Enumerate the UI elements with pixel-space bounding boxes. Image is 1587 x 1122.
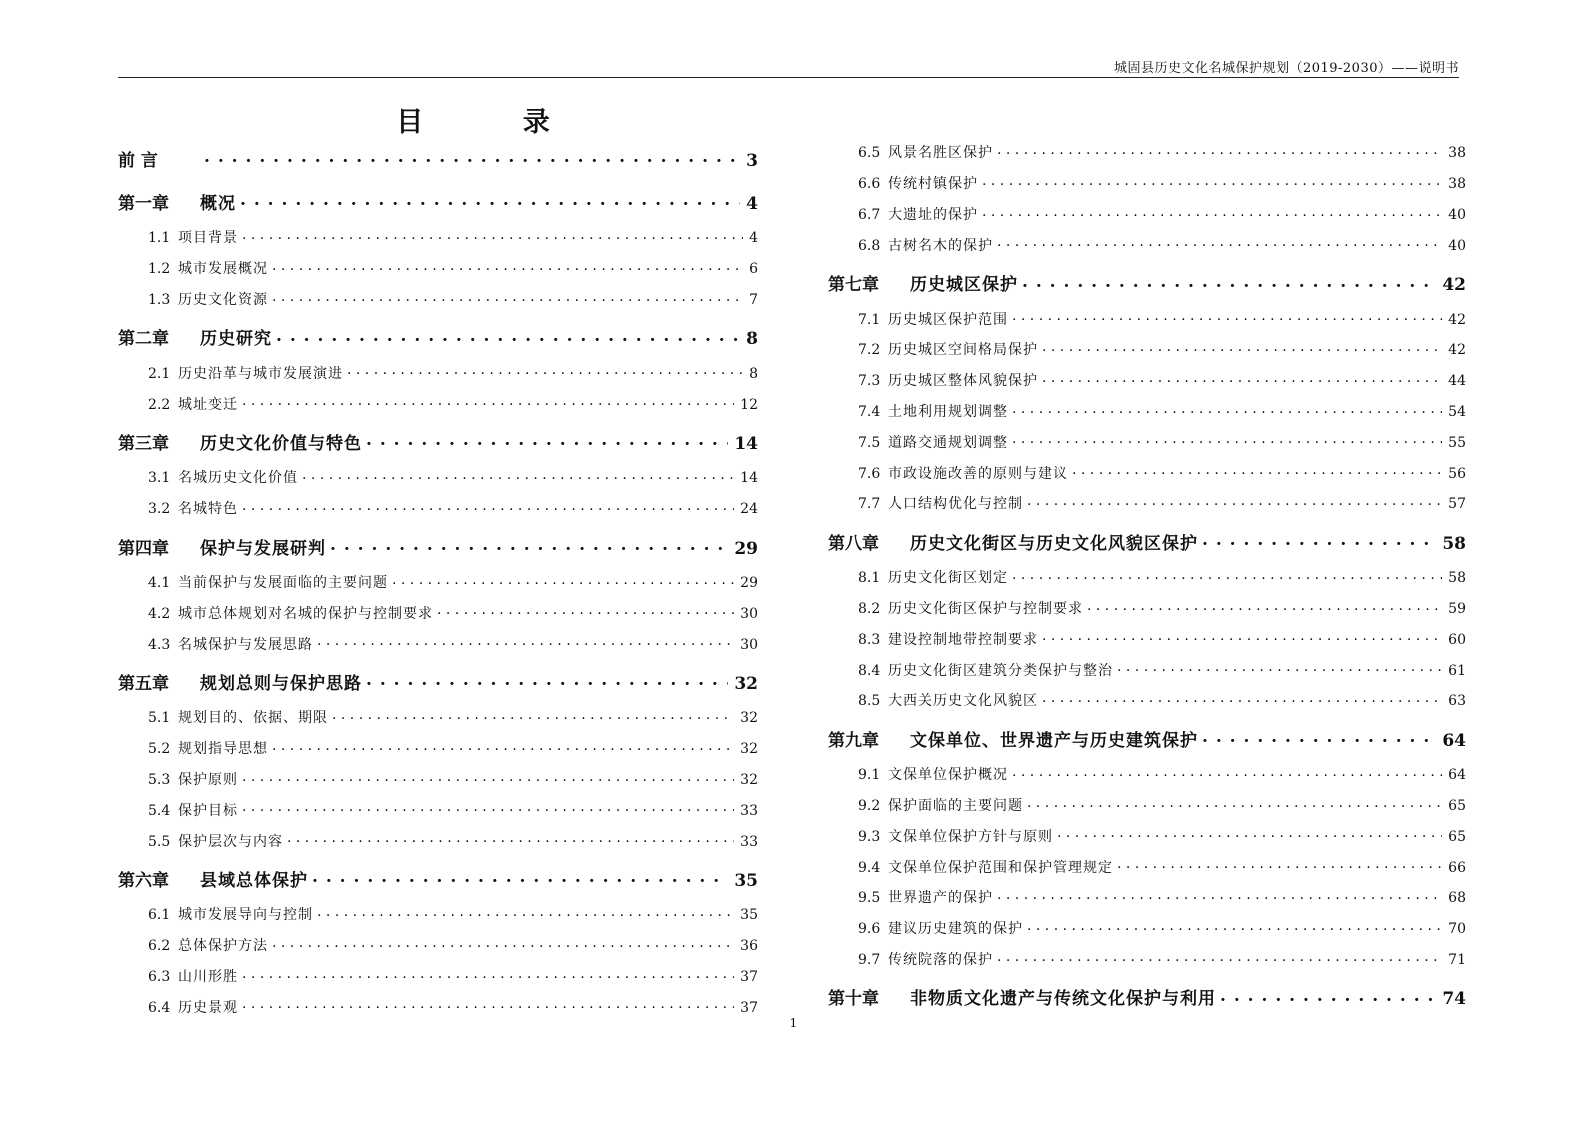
toc-entry-number: 2.2: [148, 396, 171, 413]
toc-chapter-entry[interactable]: [828, 984, 1466, 1008]
toc-chapter-entry[interactable]: [118, 146, 758, 170]
toc-entry-page: 32: [740, 710, 758, 727]
toc-entry-label: 规划指导思想: [178, 741, 268, 758]
toc-section-entry[interactable]: [828, 659, 1466, 679]
toc-entry-label: 当前保护与发展面临的主要问题: [178, 574, 388, 591]
toc-entry-label: 历史文化街区划定: [888, 570, 1008, 587]
toc-leader-dots: [1027, 493, 1442, 508]
toc-entry-number: 5.2: [148, 741, 171, 758]
toc-section-entry[interactable]: [828, 431, 1466, 451]
toc-entry-page: 65: [1448, 828, 1466, 845]
toc-entry-number: 7.5: [858, 434, 881, 451]
toc-entry-label: 大遗址的保护: [888, 206, 978, 223]
toc-entry-label: 县域总体保护: [200, 871, 308, 891]
toc-entry-page: 57: [1448, 496, 1466, 513]
toc-leader-dots: [1042, 690, 1442, 705]
toc-entry-number: 7.2: [858, 342, 881, 359]
toc-entry-page: 58: [1442, 533, 1466, 554]
toc-section-entry[interactable]: [118, 362, 758, 382]
toc-section-entry[interactable]: [118, 467, 758, 487]
toc-leader-dots: [1027, 918, 1442, 933]
toc-section-entry[interactable]: [828, 339, 1466, 359]
toc-entry-number: 9.3: [858, 828, 881, 845]
toc-chapter-entry[interactable]: [118, 866, 758, 890]
toc-entry-number: 9.6: [858, 921, 881, 938]
toc-entry-number: 5.1: [148, 710, 171, 727]
toc-entry-number: 7.6: [858, 465, 881, 482]
toc-entry-number: 9.7: [858, 951, 881, 968]
toc-entry-number: 第七章: [828, 275, 879, 296]
toc-entry-page: 70: [1448, 921, 1466, 938]
toc-entry-page: 42: [1448, 342, 1466, 359]
toc-entry-label: 概况: [200, 194, 236, 214]
toc-entry-number: 9.5: [858, 890, 881, 907]
toc-entry-page: 65: [1448, 797, 1466, 814]
toc-entry-number: 1.3: [148, 291, 171, 308]
toc-section-entry[interactable]: [828, 204, 1466, 224]
toc-chapter-entry[interactable]: [118, 429, 758, 453]
toc-entry-page: 54: [1448, 403, 1466, 420]
toc-entry-number: 1.1: [148, 230, 171, 247]
toc-entry-page: 14: [740, 470, 758, 487]
toc-entry-page: 8: [749, 365, 758, 382]
toc-leader-dots: [1042, 370, 1442, 385]
toc-entry-label: 文保单位保护范围和保护管理规定: [888, 859, 1113, 876]
toc-section-entry[interactable]: [118, 289, 758, 309]
toc-leader-dots: [982, 173, 1442, 188]
toc-leader-dots: [997, 142, 1442, 157]
toc-title: 目 录: [396, 107, 595, 138]
toc-entry-number: 第五章: [118, 674, 169, 694]
toc-section-entry[interactable]: [828, 856, 1466, 876]
toc-section-entry[interactable]: [118, 830, 758, 850]
toc-section-entry[interactable]: [118, 258, 758, 278]
header-rule: [118, 77, 1459, 78]
toc-leader-dots: [272, 289, 743, 304]
toc-entry-page: 38: [1448, 145, 1466, 162]
toc-leader-dots: [272, 738, 734, 753]
toc-entry-label: 文保单位、世界遗产与历史建筑保护: [910, 730, 1198, 751]
toc-entry-number: 7.3: [858, 373, 881, 390]
toc-leader-dots: [204, 147, 740, 166]
toc-entry-number: 第十章: [828, 989, 879, 1010]
toc-entry-page: 32: [740, 741, 758, 758]
toc-leader-dots: [347, 362, 743, 377]
toc-entry-number: 第八章: [828, 533, 879, 554]
toc-entry-label: 保护目标: [178, 802, 238, 819]
toc-entry-label: 历史文化街区与历史文化风貌区保护: [910, 533, 1198, 554]
toc-leader-dots: [312, 867, 728, 886]
toc-leader-dots: [330, 535, 728, 554]
toc-section-entry[interactable]: [828, 401, 1466, 421]
toc-leader-dots: [1042, 628, 1442, 643]
toc-leader-dots: [302, 467, 734, 482]
toc-entry-label: 规划目的、依据、期限: [178, 710, 328, 727]
toc-entry-page: 14: [734, 434, 758, 454]
toc-entry-label: 城址变迁: [178, 396, 238, 413]
toc-leader-dots: [272, 258, 743, 273]
toc-entry-number: 5.5: [148, 833, 171, 850]
toc-entry-page: 3: [746, 151, 758, 171]
toc-entry-label: 保护面临的主要问题: [888, 797, 1023, 814]
toc-section-entry[interactable]: [118, 572, 758, 592]
toc-entry-number: 第六章: [118, 871, 169, 891]
toc-entry-page: 60: [1448, 631, 1466, 648]
toc-entry-page: 66: [1448, 859, 1466, 876]
toc-entry-page: 64: [1448, 767, 1466, 784]
toc-entry-number: 8.5: [858, 693, 881, 710]
toc-entry-label: 名城历史文化价值: [178, 470, 298, 487]
toc-entry-label: 名城特色: [178, 501, 238, 518]
toc-entry-page: 42: [1442, 275, 1466, 296]
toc-section-entry[interactable]: [828, 918, 1466, 938]
toc-entry-label: 传统院落的保护: [888, 951, 993, 968]
toc-section-entry[interactable]: [828, 142, 1466, 162]
toc-section-entry[interactable]: [828, 567, 1466, 587]
toc-section-entry[interactable]: [118, 227, 758, 247]
toc-section-entry[interactable]: [118, 904, 758, 924]
toc-section-entry[interactable]: [118, 738, 758, 758]
toc-section-entry[interactable]: [118, 498, 758, 518]
toc-section-entry[interactable]: [118, 935, 758, 955]
toc-leader-dots: [1042, 339, 1442, 354]
toc-entry-label: 土地利用规划调整: [888, 403, 1008, 420]
toc-section-entry[interactable]: [828, 825, 1466, 845]
toc-leader-dots: [366, 670, 728, 689]
toc-section-entry[interactable]: [118, 393, 758, 413]
toc-entry-page: 36: [740, 938, 758, 955]
toc-leader-dots: [317, 633, 734, 648]
toc-entry-label: 历史文化街区建筑分类保护与整治: [888, 662, 1113, 679]
toc-entry-page: 12: [740, 396, 758, 413]
toc-entry-number: 7.7: [858, 496, 881, 513]
toc-entry-label: 历史研究: [200, 329, 272, 350]
toc-entry-page: 63: [1448, 693, 1466, 710]
toc-entry-page: 40: [1448, 206, 1466, 223]
toc-section-entry[interactable]: [828, 370, 1466, 390]
toc-entry-page: 61: [1448, 662, 1466, 679]
toc-entry-label: 道路交通规划调整: [888, 434, 1008, 451]
toc-entry-label: 风景名胜区保护: [888, 145, 993, 162]
toc-section-entry[interactable]: [828, 308, 1466, 328]
toc-chapter-entry[interactable]: [118, 189, 758, 213]
toc-entry-number: 8.4: [858, 662, 881, 679]
toc-entry-number: 前 言: [118, 151, 158, 171]
toc-section-entry[interactable]: [118, 996, 758, 1016]
toc-entry-number: 3.1: [148, 470, 171, 487]
toc-entry-label: 历史沿革与城市发展演进: [178, 365, 343, 382]
toc-leader-dots: [276, 326, 740, 345]
toc-leader-dots: [242, 393, 734, 408]
toc-leader-dots: [1087, 598, 1442, 613]
toc-entry-label: 历史景观: [178, 999, 238, 1016]
toc-section-entry[interactable]: [118, 633, 758, 653]
toc-entry-page: 33: [740, 802, 758, 819]
toc-chapter-entry[interactable]: [828, 270, 1466, 294]
toc-entry-page: 33: [740, 833, 758, 850]
toc-entry-label: 保护原则: [178, 771, 238, 788]
toc-section-entry[interactable]: [118, 707, 758, 727]
toc-entry-label: 世界遗产的保护: [888, 890, 993, 907]
toc-entry-label: 建议历史建筑的保护: [888, 921, 1023, 938]
toc-leader-dots: [1117, 856, 1442, 871]
toc-entry-number: 2.1: [148, 365, 171, 382]
toc-section-entry[interactable]: [828, 795, 1466, 815]
toc-entry-number: 7.4: [858, 403, 881, 420]
toc-leader-dots: [1012, 308, 1442, 323]
toc-entry-page: 4: [746, 194, 758, 214]
toc-entry-number: 6.3: [148, 968, 171, 985]
toc-leader-dots: [242, 996, 734, 1011]
toc-entry-label: 城市发展概况: [178, 261, 268, 278]
toc-entry-page: 37: [740, 968, 758, 985]
toc-entry-number: 6.5: [858, 145, 881, 162]
toc-entry-number: 9.1: [858, 767, 881, 784]
toc-entry-page: 30: [740, 636, 758, 653]
toc-entry-number: 6.1: [148, 907, 171, 924]
toc-entry-page: 74: [1442, 989, 1466, 1010]
toc-section-entry[interactable]: [828, 690, 1466, 710]
toc-entry-page: 42: [1448, 311, 1466, 328]
toc-leader-dots: [1117, 659, 1442, 674]
toc-entry-page: 35: [734, 871, 758, 891]
toc-entry-number: 6.4: [148, 999, 171, 1016]
toc-leader-dots: [272, 935, 734, 950]
toc-entry-label: 大西关历史文化风貌区: [888, 693, 1038, 710]
toc-entry-number: 4.2: [148, 605, 171, 622]
toc-entry-label: 保护层次与内容: [178, 833, 283, 850]
toc-leader-dots: [1012, 567, 1442, 582]
toc-entry-number: 第九章: [828, 730, 879, 751]
toc-entry-number: 9.4: [858, 859, 881, 876]
toc-entry-page: 68: [1448, 890, 1466, 907]
toc-entry-label: 历史城区保护范围: [888, 311, 1008, 328]
toc-entry-label: 文保单位保护方针与原则: [888, 828, 1053, 845]
toc-entry-number: 3.2: [148, 501, 171, 518]
toc-entry-label: 保护与发展研判: [200, 538, 326, 559]
toc-entry-label: 文保单位保护概况: [888, 767, 1008, 784]
toc-entry-page: 29: [734, 538, 758, 559]
toc-entry-page: 6: [749, 261, 758, 278]
toc-entry-label: 非物质文化遗产与传统文化保护与利用: [910, 989, 1216, 1010]
toc-entry-label: 项目背景: [178, 230, 238, 247]
toc-entry-number: 6.8: [858, 237, 881, 254]
toc-entry-page: 38: [1448, 176, 1466, 193]
toc-entry-number: 6.2: [148, 938, 171, 955]
toc-leader-dots: [997, 234, 1442, 249]
toc-entry-number: 6.7: [858, 206, 881, 223]
toc-entry-label: 城市发展导向与控制: [178, 907, 313, 924]
toc-entry-page: 56: [1448, 465, 1466, 482]
toc-section-entry[interactable]: [828, 598, 1466, 618]
toc-entry-label: 总体保护方法: [178, 938, 268, 955]
toc-entry-label: 古树名木的保护: [888, 237, 993, 254]
toc-entry-page: 44: [1448, 373, 1466, 390]
toc-leader-dots: [242, 769, 734, 784]
toc-leader-dots: [1202, 727, 1436, 746]
toc-section-entry[interactable]: [828, 234, 1466, 254]
toc-entry-page: 71: [1448, 951, 1466, 968]
toc-entry-page: 8: [746, 329, 758, 350]
toc-entry-number: 第二章: [118, 329, 169, 350]
toc-entry-label: 传统村镇保护: [888, 176, 978, 193]
toc-entry-label: 历史文化价值与特色: [200, 434, 362, 454]
toc-entry-number: 8.2: [858, 600, 881, 617]
page-number: 1: [789, 1016, 798, 1030]
toc-entry-number: 第一章: [118, 194, 169, 214]
toc-leader-dots: [242, 966, 734, 981]
toc-entry-label: 历史城区保护: [910, 275, 1018, 296]
toc-chapter-entry[interactable]: [828, 726, 1466, 750]
toc-entry-number: 5.3: [148, 771, 171, 788]
toc-section-entry[interactable]: [118, 966, 758, 986]
toc-entry-page: 32: [734, 674, 758, 694]
toc-section-entry[interactable]: [118, 799, 758, 819]
toc-entry-label: 历史城区整体风貌保护: [888, 373, 1038, 390]
toc-entry-label: 市政设施改善的原则与建议: [888, 465, 1068, 482]
toc-entry-label: 建设控制地带控制要求: [888, 631, 1038, 648]
toc-section-entry[interactable]: [118, 769, 758, 789]
toc-leader-dots: [242, 227, 743, 242]
toc-chapter-entry[interactable]: [118, 324, 758, 348]
toc-entry-label: 历史文化街区保护与控制要求: [888, 600, 1083, 617]
toc-section-entry[interactable]: [828, 493, 1466, 513]
toc-entry-number: 7.1: [858, 311, 881, 328]
toc-entry-label: 城市总体规划对名城的保护与控制要求: [178, 605, 433, 622]
toc-section-entry[interactable]: [828, 173, 1466, 193]
toc-entry-number: 8.3: [858, 631, 881, 648]
running-header: 城固县历史文化名城保护规划（2019-2030）——说明书: [1113, 61, 1459, 76]
toc-entry-number: 5.4: [148, 802, 171, 819]
toc-leader-dots: [392, 572, 734, 587]
toc-entry-page: 7: [749, 291, 758, 308]
toc-leader-dots: [242, 498, 734, 513]
toc-entry-label: 山川形胜: [178, 968, 238, 985]
toc-section-entry[interactable]: [828, 764, 1466, 784]
toc-entry-number: 8.1: [858, 570, 881, 587]
toc-leader-dots: [1072, 462, 1442, 477]
toc-leader-dots: [1012, 764, 1442, 779]
toc-entry-number: 6.6: [858, 176, 881, 193]
toc-entry-page: 55: [1448, 434, 1466, 451]
toc-chapter-entry[interactable]: [118, 534, 758, 558]
toc-leader-dots: [366, 430, 728, 449]
toc-entry-label: 名城保护与发展思路: [178, 636, 313, 653]
toc-leader-dots: [1022, 272, 1436, 291]
toc-section-entry[interactable]: [828, 628, 1466, 648]
toc-entry-page: 30: [740, 605, 758, 622]
toc-entry-label: 历史城区空间格局保护: [888, 342, 1038, 359]
toc-leader-dots: [997, 887, 1442, 902]
toc-section-entry[interactable]: [828, 462, 1466, 482]
toc-entry-page: 59: [1448, 600, 1466, 617]
toc-entry-page: 24: [740, 501, 758, 518]
toc-entry-page: 32: [740, 771, 758, 788]
toc-entry-page: 58: [1448, 570, 1466, 587]
toc-entry-page: 64: [1442, 730, 1466, 751]
toc-entry-label: 人口结构优化与控制: [888, 496, 1023, 513]
toc-leader-dots: [982, 204, 1442, 219]
toc-entry-number: 4.1: [148, 574, 171, 591]
toc-leader-dots: [997, 949, 1442, 964]
toc-section-entry[interactable]: [828, 887, 1466, 907]
toc-chapter-entry[interactable]: [118, 669, 758, 693]
toc-entry-label: 历史文化资源: [178, 291, 268, 308]
toc-entry-number: 第四章: [118, 538, 169, 559]
toc-leader-dots: [287, 830, 734, 845]
toc-entry-number: 1.2: [148, 261, 171, 278]
toc-leader-dots: [317, 904, 734, 919]
toc-leader-dots: [242, 799, 734, 814]
toc-section-entry[interactable]: [828, 949, 1466, 969]
toc-leader-dots: [240, 190, 740, 209]
toc-entry-number: 第三章: [118, 434, 169, 454]
toc-entry-page: 40: [1448, 237, 1466, 254]
toc-entry-page: 29: [740, 574, 758, 591]
toc-entry-number: 4.3: [148, 636, 171, 653]
toc-leader-dots: [1202, 530, 1436, 549]
toc-entry-number: 9.2: [858, 797, 881, 814]
toc-entry-page: 37: [740, 999, 758, 1016]
toc-entry-label: 规划总则与保护思路: [200, 674, 362, 694]
toc-entry-page: 4: [749, 230, 758, 247]
toc-chapter-entry[interactable]: [828, 529, 1466, 553]
toc-leader-dots: [1220, 986, 1436, 1005]
toc-leader-dots: [1027, 795, 1442, 810]
toc-section-entry[interactable]: [118, 602, 758, 622]
toc-leader-dots: [332, 707, 734, 722]
toc-entry-page: 35: [740, 907, 758, 924]
toc-leader-dots: [1057, 825, 1442, 840]
toc-leader-dots: [1012, 401, 1442, 416]
toc-leader-dots: [1012, 431, 1442, 446]
toc-leader-dots: [437, 602, 734, 617]
